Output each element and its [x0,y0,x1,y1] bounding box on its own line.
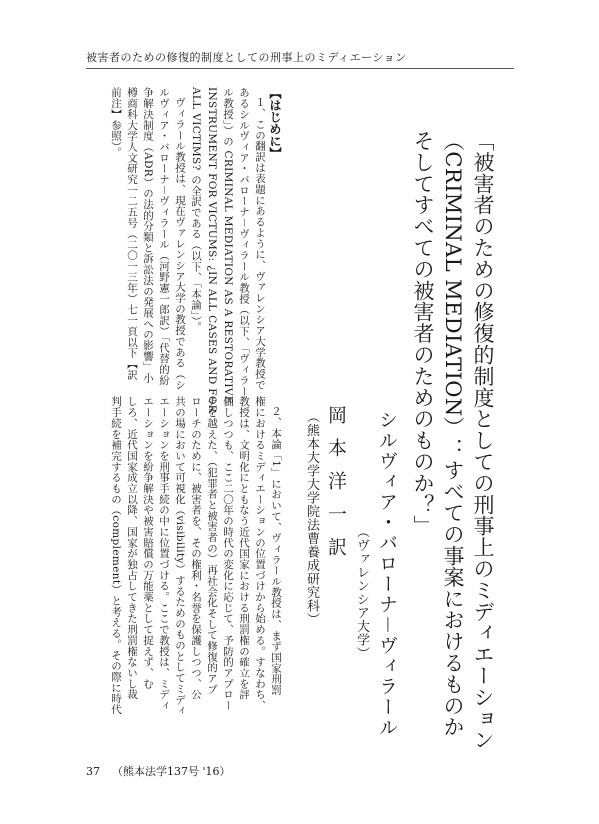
intro-line: INSTRUMENT FOR VICTUMS: ¿IN ALL CASES AND FOR [206,87,218,414]
author-name: シルヴィア・バローナ－ヴィラール [376,410,398,739]
intro-line: ALL VICTIMS? の全訳である（以下、「本論」）。 [190,87,202,333]
section2-line: しろ、近代国家成立以降、国家が独占してきた刑罰権ないし裁 [126,396,138,700]
intro-line: ルヴィア・バローナ－ヴィラール（河野憲一郎訳）「代替的紛 [158,87,170,386]
translator-role: 訳 [325,537,347,570]
section2-line: チを越えた、（犯罪者と被害者の）再社会化そして修復的アプ [206,396,218,695]
intro-line: ル教授」）の CRIMINAL MEDIATION AS A RESTORATIVE [222,87,234,404]
section2-line: エーションを紛争解決や被害賠償の万能薬として捉えず、む [142,396,154,689]
section2-line: 価しつつも、ここ二〇年の時代の変化に応じて、予防的アプロー [222,396,234,711]
intro-line: ヴィラール教授は、現在ヴァレンシア大学の教授である（シ [174,97,186,390]
running-header: 被害者のための修復的制度としての刑事上のミディエーション [86,51,407,64]
header-rule [86,68,514,69]
title-line-2: （CRIMINAL MEDIATION）：すべての事案におけるものか [441,130,465,738]
intro-line: 争解決制度（ADR）の法的分類と訴訟法の発展への影響」小 [142,87,154,384]
section2-line: 共の場において可視化（visibility）するためのものとしてミディ [174,396,186,716]
section2-line: 教授は、文明化にともなう近代国家における刑罰権の確立を評 [238,396,250,700]
title-line-3: そしてすべての被害者のためのものか？」 [411,130,435,537]
author-affiliation: （ヴァレンシア大学） [354,525,369,660]
translator-name [323,405,350,570]
translator-name-text: 岡本洋一 [325,405,347,537]
intro-heading: 【はじめに】 [268,87,282,159]
page-number: 37 [86,765,100,778]
section2-line: ローチのために、被害者を、その権利・名誉を保護しつつ、公 [190,396,202,700]
section2-line: ２、本論「1」において、ヴィラール教授は、まず国家刑罰 [270,406,282,696]
intro-line: あるシルヴィア・バローナ－ヴィラール教授（以下、「ヴィラー [238,87,250,397]
journal-citation: （熊本法学137号 '16） [112,765,231,778]
title-line-1: 「被害者のための修復的制度としての刑事上のミディエーション [471,130,495,751]
section2-line: 判手続を補完するもの（complement）と考える。その際に時代 [110,396,122,715]
section2-line: エーションを刑事手続の中に位置づける。ここで教授は、ミディ [158,396,170,711]
page-footer [86,763,231,779]
intro-line: 前注】参照）。 [110,87,122,158]
translator-affiliation: （熊本大学大学院法曹養成研究科） [304,410,319,626]
section2-line: 権におけるミディエーションの位置づけから始める。すなわち、 [254,396,266,711]
intro-line: 樽商科大学人文研究一二五号（二〇一三年）七一頁以下【訳 [126,87,138,380]
intro-line: １、この翻訳は表題にあるように、ヴァレンシア大学教授で [254,97,266,390]
